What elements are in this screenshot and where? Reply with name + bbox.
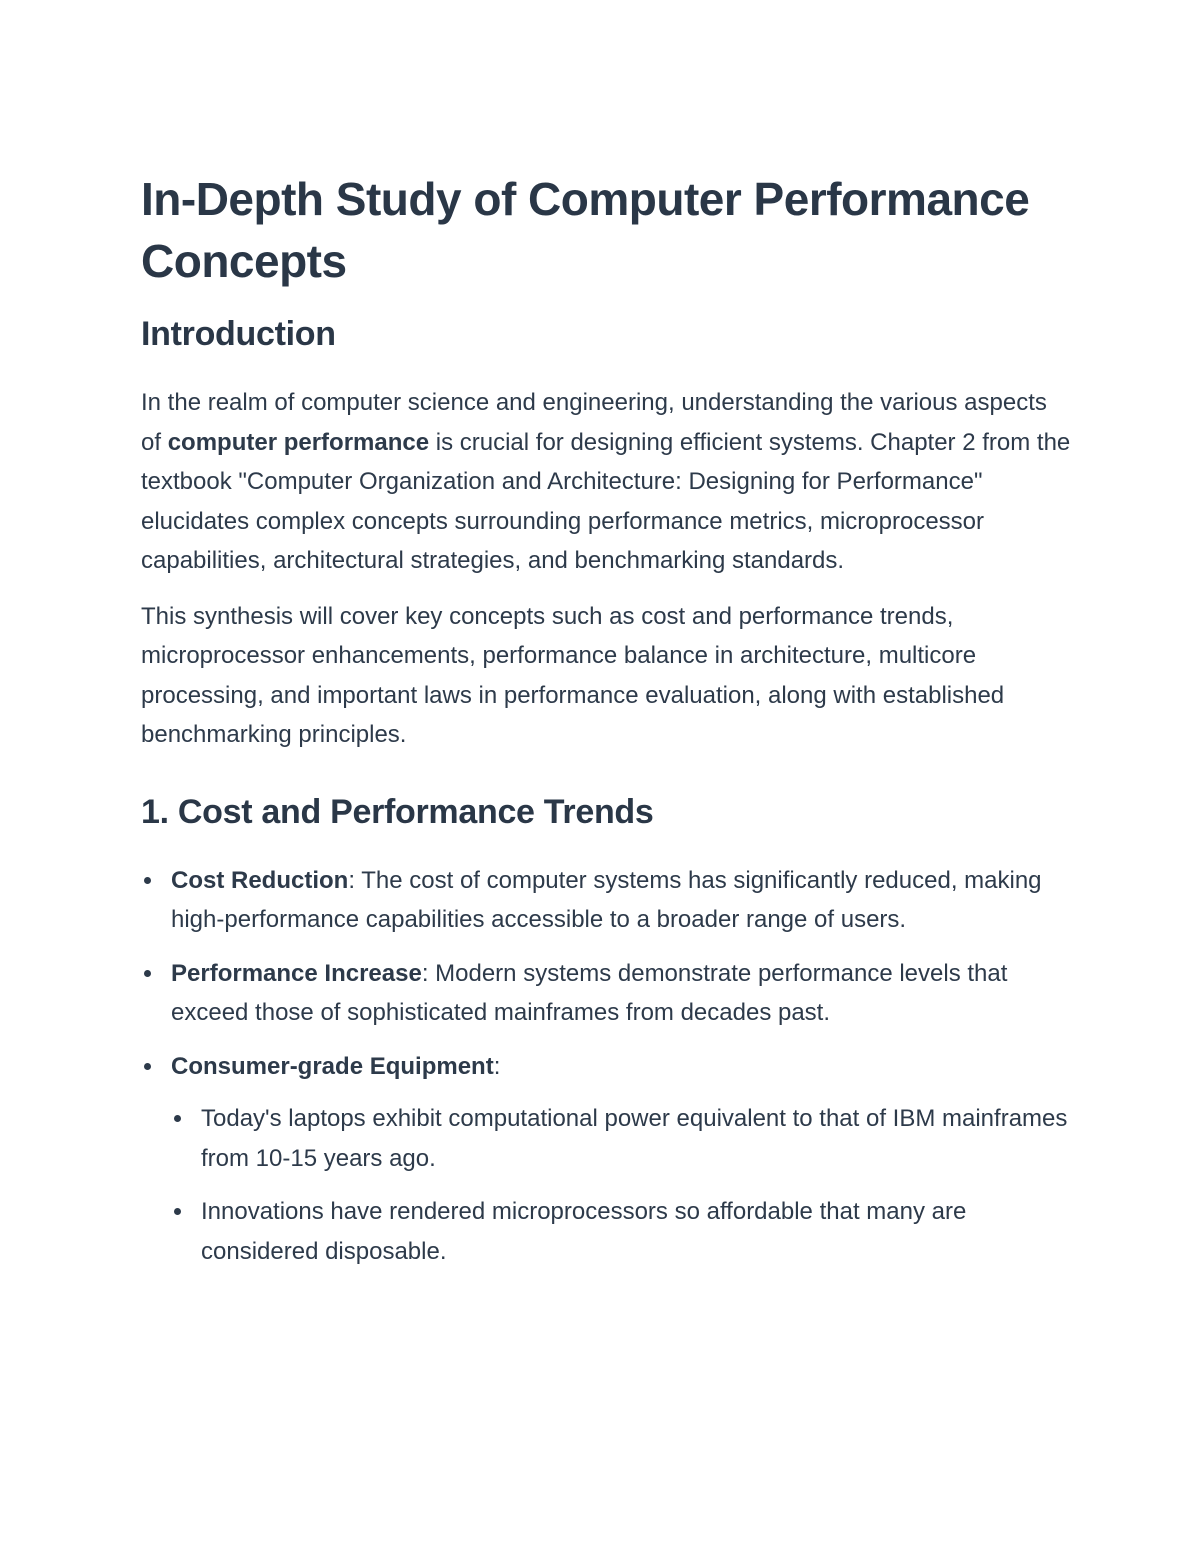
list-item-label: Consumer-grade Equipment: [171, 1052, 494, 1080]
list-item: [141, 1047, 1071, 1272]
list-item: [141, 954, 1071, 1033]
document-title: In-Depth Study of Computer Performance Concepts: [141, 173, 1030, 287]
nested-bullet-list: [171, 1099, 1071, 1271]
bullet-icon: [174, 1115, 181, 1122]
list-item-text: : Modern systems demonstrate performance levels that exceed those of sophisticated mainframes from decades past.: [171, 959, 1008, 1026]
list-item-text: :: [493, 1052, 501, 1080]
intro-p1-text-before: In the realm of computer science and engineering, understanding the various aspects of: [141, 389, 1047, 456]
introduction-paragraph-2: This synthesis will cover key concepts such as cost and performance trends, microprocessor enhancements, performance balance in architecture, multicore processing, and important laws in performance evaluation, along with established benchmarking principles.: [141, 602, 1005, 748]
bullet-icon: [144, 970, 151, 977]
document-page: [141, 168, 1071, 1285]
nested-list-item-text: Today's laptops exhibit computational power equivalent to that of IBM mainframes from 10-15 years ago.: [201, 1105, 1068, 1172]
section-1-heading: 1. Cost and Performance Trends: [141, 792, 654, 831]
bullet-icon: [144, 1063, 151, 1070]
list-item: [141, 861, 1071, 940]
list-item-label: Performance Increase: [171, 959, 422, 987]
intro-p1-bold-term: computer performance: [167, 428, 430, 456]
nested-list-item-text: Innovations have rendered microprocessors so affordable that many are considered disposable.: [201, 1198, 967, 1265]
list-item-text: : The cost of computer systems has significantly reduced, making high-performance capabilities accessible to a broader range of users.: [171, 866, 1042, 933]
introduction-paragraph-1: [141, 383, 1071, 581]
nested-list-item: [171, 1099, 1071, 1178]
nested-list-item: [171, 1192, 1071, 1271]
bullet-icon: [174, 1208, 181, 1215]
list-item-label: Cost Reduction: [171, 866, 349, 894]
introduction-heading: Introduction: [141, 315, 336, 353]
section-1-bullet-list: [141, 861, 1071, 1272]
intro-p1-text-after: is crucial for designing efficient systems. Chapter 2 from the textbook "Computer Organization and Architecture: Designing for Performance" elucidates complex concepts surrounding performance metrics, microprocessor capabilities, architectural strategies, and benchmarking standards.: [141, 428, 1071, 574]
bullet-icon: [144, 877, 151, 884]
